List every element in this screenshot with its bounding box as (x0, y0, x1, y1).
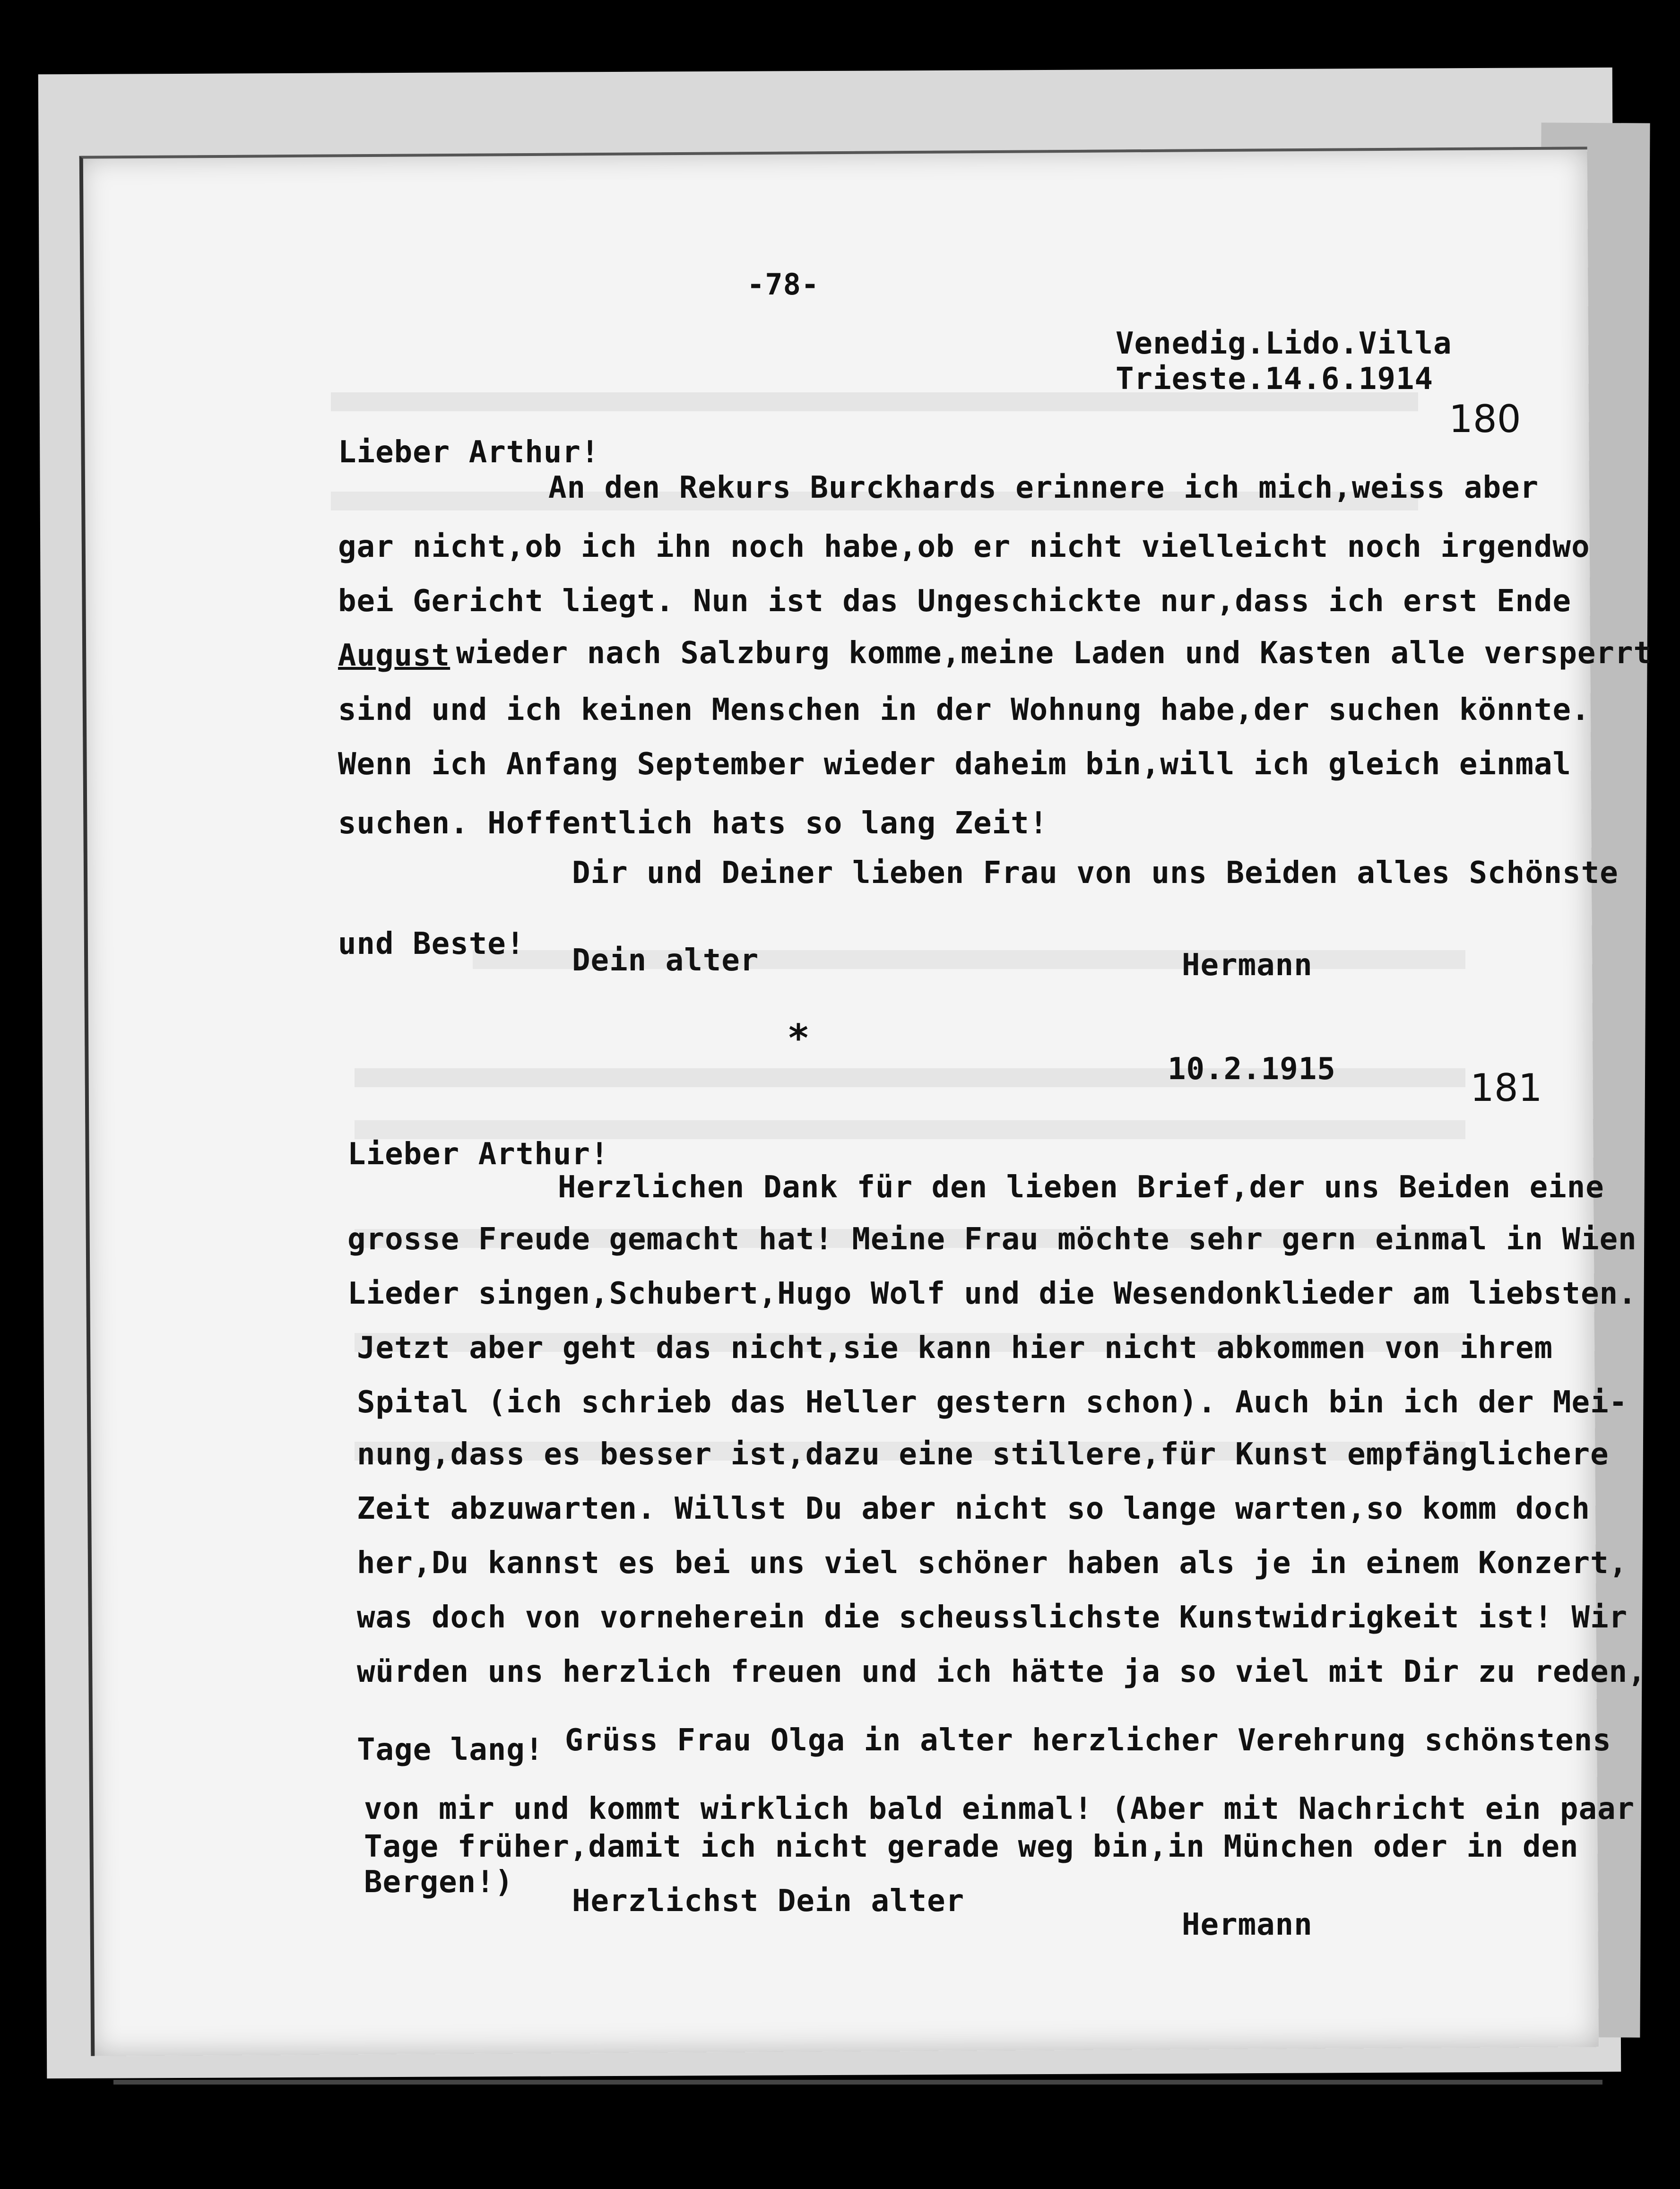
letter2-line: Bergen!) (364, 1865, 514, 1900)
letter2-line: von mir und kommt wirklich bald einmal! (Aber mit Nachricht ein paar (364, 1791, 1635, 1826)
letter2-line: Jetzt aber geht das nicht,sie kann hier nicht abkommen von ihrem (357, 1331, 1553, 1366)
letter2-line: grosse Freude gemacht hat! Meine Frau möchte sehr gern einmal in Wien (347, 1222, 1637, 1257)
letter1-signature: Hermann (1182, 948, 1313, 983)
page-edge (79, 147, 1599, 2056)
letter1-salutation: Lieber Arthur! (338, 435, 600, 470)
letter2-line: her,Du kannst es bei uns viel schöner haben als je in einem Konzert, (357, 1546, 1628, 1581)
letter2-salutation: Lieber Arthur! (347, 1137, 609, 1172)
underlined-word-august: August (338, 638, 450, 673)
letter1-line: An den Rekurs Burckhards erinnere ich mich,weiss aber (548, 470, 1539, 505)
letter2-line: Herzlichen Dank für den lieben Brief,der uns Beiden eine (558, 1170, 1604, 1205)
letter2-line: Grüss Frau Olga in alter herzlicher Verehrung schönstens (565, 1723, 1611, 1758)
letter1-closing: Dein alter (572, 943, 759, 978)
letter2-signature: Hermann (1182, 1907, 1313, 1942)
folio-number-180: 180 (1449, 397, 1521, 441)
letter2-line: Lieder singen,Schubert,Hugo Wolf und die Wesendonklieder am liebsten. (347, 1276, 1637, 1311)
page-number: -78- (747, 267, 820, 302)
letter2-line: nung,dass es besser ist,dazu eine stillere,für Kunst empfänglichere (357, 1437, 1609, 1472)
letter2-line: was doch von vorneherein die scheusslichste Kunstwidrigkeit ist! Wir (357, 1600, 1628, 1635)
letter2-line: Tage früher,damit ich nicht gerade weg bin,in München oder in den (364, 1829, 1579, 1864)
folio-number-181: 181 (1470, 1066, 1542, 1110)
letter1-line: gar nicht,ob ich ihn noch habe,ob er nicht vielleicht noch irgendwo (338, 529, 1590, 564)
letter1-line: bei Gericht liegt. Nun ist das Ungeschickte nur,dass ich erst Ende (338, 584, 1572, 619)
letter1-line: suchen. Hoffentlich hats so lang Zeit! (338, 806, 1048, 841)
letter2-line: Tage lang! (357, 1732, 544, 1767)
letter2-closing: Herzlichst Dein alter (572, 1884, 965, 1919)
letter1-place-line1: Venedig.Lido.Villa (1116, 326, 1452, 361)
letter1-line: wieder nach Salzburg komme,meine Laden und Kasten alle versperrt (456, 636, 1652, 671)
letter1-line: sind und ich keinen Menschen in der Wohnung habe,der suchen könnte. (338, 692, 1590, 727)
letter1-line: Dir und Deiner lieben Frau von uns Beiden alles Schönste (572, 856, 1619, 891)
bottom-edge-shadow (113, 2080, 1602, 2085)
letter2-line: würden uns herzlich freuen und ich hätte ja so viel mit Dir zu reden, (357, 1654, 1646, 1689)
letter2-line: Zeit abzuwarten. Willst Du aber nicht so lange warten,so komm doch (357, 1491, 1591, 1526)
letter2-date: 10.2.1915 (1168, 1052, 1336, 1087)
separator-asterisk: * (787, 1016, 810, 1060)
letter1-line: Wenn ich Anfang September wieder daheim bin,will ich gleich einmal (338, 747, 1572, 782)
letter2-line: Spital (ich schrieb das Heller gestern schon). Auch bin ich der Mei- (357, 1385, 1628, 1420)
letter1-place-line2: Trieste.14.6.1914 (1116, 362, 1434, 397)
letter1-line: und Beste! (338, 926, 525, 961)
